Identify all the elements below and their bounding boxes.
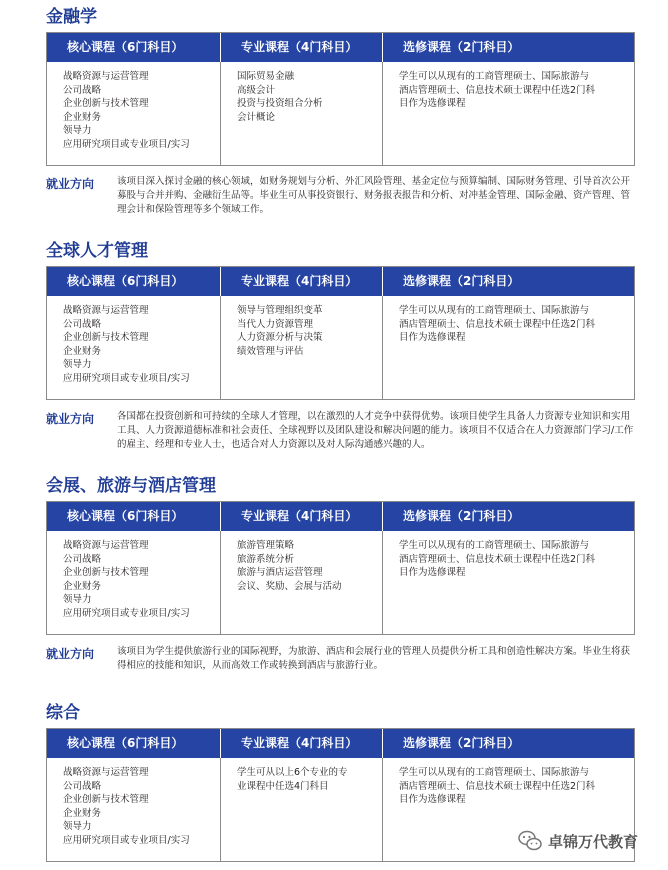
- table-body: [47, 531, 634, 634]
- course-item: 公司战略: [63, 553, 102, 565]
- course-table: [46, 32, 635, 166]
- header-specialized: 专业课程（4门科目）: [220, 33, 382, 62]
- career-line: 际金融、资产管理、管理会计和保险管理等多个领域工作。: [117, 190, 631, 215]
- specialized-courses: [220, 296, 382, 399]
- course-item: 国际贸易金融: [237, 71, 295, 82]
- course-item: 战略资源与运营管理: [63, 71, 149, 82]
- course-item: 旅游与酒店运营管理: [237, 567, 323, 578]
- core-courses: [47, 531, 220, 634]
- course-item: 高级会计: [237, 84, 276, 96]
- watermark-text: 卓锦万代教育: [548, 832, 639, 851]
- header-core: 核心课程（6门科目）: [67, 274, 184, 288]
- course-item: 领导力: [63, 594, 92, 605]
- course-item: 企业财务: [63, 111, 102, 123]
- course-item: 旅游管理策略: [237, 540, 295, 551]
- career-label: 就业方向: [46, 177, 95, 191]
- watermark: [518, 828, 638, 854]
- header-specialized: 专业课程（4门科目）: [220, 502, 382, 531]
- course-item: 企业财务: [63, 807, 102, 819]
- elective-text: 目作为选修课程: [399, 567, 466, 578]
- course-item: 应用研究项目或专业项目/实习: [63, 607, 190, 619]
- table-body: [47, 296, 634, 399]
- specialized-courses: [220, 531, 382, 634]
- elective-text: 目作为选修课程: [399, 794, 466, 805]
- table-header: [47, 729, 634, 758]
- course-item: 企业创新与技术管理: [63, 794, 149, 805]
- header-elective: 选修课程（2门科目）: [382, 729, 634, 758]
- course-item: 企业财务: [63, 580, 102, 592]
- course-item: 领导力: [63, 821, 92, 832]
- course-item: 应用研究项目或专业项目/实习: [63, 138, 190, 150]
- course-item: 人力资源分析与决策: [237, 332, 323, 343]
- career-line: 该项目为学生提供旅游行业的国际视野，为旅游、酒店和会展行业的管理人员提供分析工具和创造性解决方案。: [117, 646, 583, 657]
- section-title: 综合: [46, 703, 80, 723]
- section-title: 会展、旅游与酒店管理: [46, 476, 216, 496]
- course-item: 公司战略: [63, 318, 102, 330]
- elective-text: 目作为选修课程: [399, 98, 466, 109]
- course-item: 领导力: [63, 125, 92, 136]
- table-header: [47, 33, 634, 62]
- core-courses: [47, 296, 220, 399]
- header-core: 核心课程（6门科目）: [67, 40, 184, 54]
- course-item: 领导与管理组织变革: [237, 305, 323, 316]
- career-line: 该项目深入探讨金融的核心领域，如财务规划与分析、外汇风险管理、基金定位与预算编制、国际财务管理、引: [117, 176, 583, 187]
- career-text: [117, 175, 637, 217]
- course-table: [46, 501, 635, 635]
- career-text: [117, 410, 637, 452]
- header-core: 核心课程（6门科目）: [67, 509, 184, 523]
- course-item: 企业创新与技术管理: [63, 567, 149, 578]
- course-item: 绩效管理与评估: [237, 345, 304, 357]
- course-item: 企业财务: [63, 345, 102, 357]
- core-courses: [47, 758, 220, 861]
- career-line: 毕业生将获得相应的技能和知识，从而高效工作或转换到酒店与旅游行业。: [117, 646, 631, 671]
- header-core: 核心课程（6门科目）: [67, 736, 184, 750]
- course-item: 当代人力资源管理: [237, 318, 314, 330]
- section-title: 全球人才管理: [46, 241, 148, 261]
- course-item: 应用研究项目或专业项目/实习: [63, 372, 190, 384]
- elective-text: 学生可以从现有的工商管理硕士、国际旅游与: [399, 767, 590, 778]
- course-item: 旅游系统分析: [237, 553, 295, 565]
- specialized-courses: [220, 758, 382, 861]
- table-header: [47, 267, 634, 296]
- career-line: 各国都在投资创新和可持续的全球人才管理，以在激烈的人才竞争中获得优势。该项目使学生具备人力资源专业: [117, 411, 583, 422]
- course-item: 战略资源与运营管理: [63, 767, 149, 778]
- specialized-courses: [220, 62, 382, 165]
- table-header: [47, 502, 634, 531]
- career-label: 就业方向: [46, 412, 95, 426]
- course-item: 业课程中任选4门科目: [237, 780, 329, 792]
- career-label: 就业方向: [46, 647, 95, 661]
- career-line: 导首次公开募股与合并并购、金融衍生品等。毕业生可从事投资银行、财务报表报告和分析、对冲基金管理、国: [117, 176, 631, 201]
- elective-courses: [382, 62, 634, 165]
- core-courses: [47, 62, 220, 165]
- career-text: [117, 645, 637, 673]
- course-item: 领导力: [63, 359, 92, 370]
- header-specialized: 专业课程（4门科目）: [220, 267, 382, 296]
- course-item: 应用研究项目或专业项目/实习: [63, 834, 190, 846]
- course-item: 公司战略: [63, 84, 102, 96]
- elective-courses: [382, 531, 634, 634]
- table-body: [47, 62, 634, 165]
- course-item: 企业创新与技术管理: [63, 98, 149, 109]
- career-line: 人力资源部门学习/工作的雇主、经理和专业人士，也适合对人力资源以及对人际沟通感兴趣的人。: [117, 425, 634, 450]
- header-elective: 选修课程（2门科目）: [382, 502, 634, 531]
- section-title: 金融学: [46, 7, 97, 27]
- course-table: [46, 266, 635, 400]
- course-item: 公司战略: [63, 780, 102, 792]
- header-elective: 选修课程（2门科目）: [382, 33, 634, 62]
- elective-text: 学生可以从现有的工商管理硕士、国际旅游与: [399, 540, 590, 551]
- course-item: 会议、奖励、会展与活动: [237, 580, 342, 592]
- career-line: 知识和实用工具、人力资源道德标准和社会责任、全球视野以及团队建设和解决问题的能力。该项目不仅适合在: [117, 411, 631, 436]
- elective-text: 酒店管理硕士、信息技术硕士课程中任选2门科: [399, 84, 596, 96]
- elective-text: 学生可以从现有的工商管理硕士、国际旅游与: [399, 71, 590, 82]
- course-item: 战略资源与运营管理: [63, 540, 149, 551]
- elective-courses: [382, 296, 634, 399]
- wechat-icon: [518, 830, 542, 852]
- course-item: 战略资源与运营管理: [63, 305, 149, 316]
- course-item: 学生可从以上6个专业的专: [237, 767, 348, 778]
- course-item: 会计概论: [237, 111, 276, 123]
- elective-text: 学生可以从现有的工商管理硕士、国际旅游与: [399, 305, 590, 316]
- elective-text: 酒店管理硕士、信息技术硕士课程中任选2门科: [399, 780, 596, 792]
- course-item: 投资与投资组合分析: [237, 98, 323, 109]
- course-item: 企业创新与技术管理: [63, 332, 149, 343]
- header-elective: 选修课程（2门科目）: [382, 267, 634, 296]
- elective-text: 目作为选修课程: [399, 332, 466, 343]
- elective-text: 酒店管理硕士、信息技术硕士课程中任选2门科: [399, 553, 596, 565]
- elective-text: 酒店管理硕士、信息技术硕士课程中任选2门科: [399, 318, 596, 330]
- header-specialized: 专业课程（4门科目）: [220, 729, 382, 758]
